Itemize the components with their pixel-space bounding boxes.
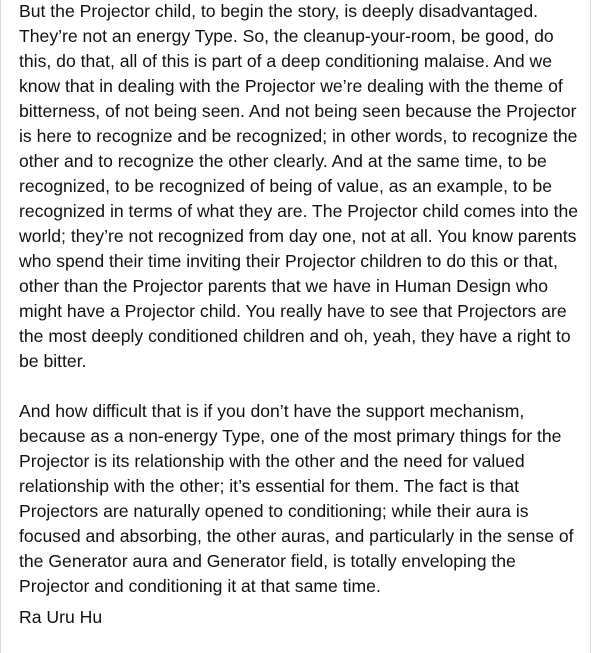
post-body [19, 0, 581, 630]
post-paragraph-2: And how difficult that is if you don’t have the support mechanism, because as a non-energy Type, one of the most primary things for the Projector is its relationship with the other and the need for valued relationship with the other; it’s essential for them. The fact is that Projectors are naturally opened to conditioning; while their aura is focused and absorbing, the other auras, and particularly in the sense of the Generator aura and Generator field, is totally enveloping the Projector and conditioning it at that same time. [19, 401, 574, 596]
post-author: Ra Uru Hu [19, 607, 103, 627]
post-paragraph-1: But the Projector child, to begin the story, is deeply disadvantaged. They’re not an energy Type. So, the cleanup-your-room, be good, do this, do that, all of this is part of a deep conditioning malaise. And we know that in dealing with the Projector we’re dealing with the theme of bitterness, of not being seen. And not being seen because the Projector is here to recognize and be recognized; in other words, to recognize the other and to recognize the other clearly. And at the same time, to be recognized, to be recognized of being of value, as an example, to be recognized in terms of what they are. The Projector child comes into the world; they’re not recognized from day one, not at all. You know parents who spend their time inviting their Projector children to do this or that, other than the Projector parents that we have in Human Design who might have a Projector child. You really have to see that Projectors are the most deeply conditioned children and oh, yeah, they have a right to be bitter. [19, 1, 579, 371]
